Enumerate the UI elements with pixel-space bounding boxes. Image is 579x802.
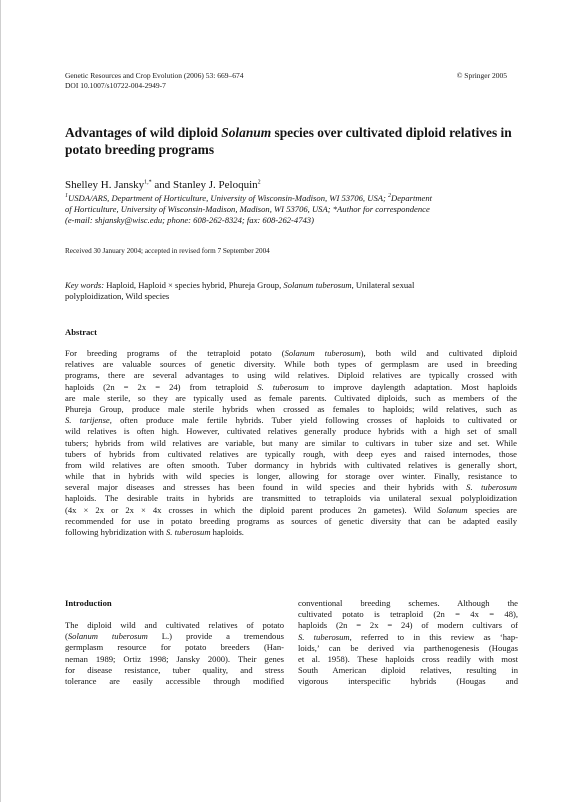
abstract-line: tubers; hybrids from wild relatives are variable, but many are similar to cultivars in tuber size and set. While [65, 437, 517, 448]
intro-left-line: The diploid wild and cultivated relatives of potato [65, 620, 284, 630]
abstract-line: S. tarijense, often produce male fertile hybrids. Tuber yield following crosses of haploids to cultivated or [65, 415, 517, 426]
title-line-2: potato breeding programs [65, 142, 215, 157]
intro-right-line: haploids (2n = 2x = 24) of modern cultivars of [298, 620, 518, 631]
intro-left-line: for disease resistance, tuber quality, and stress [65, 664, 284, 675]
journal-doi: DOI 10.1007/s10722-004-2949-7 [65, 81, 166, 90]
abstract-line: several major diseases and stresses has been found in wild species and their hybrids with S. tuberosum [65, 482, 517, 493]
intro-right-line: loids,’ can be derived via parthenogenesis (Hougas [298, 642, 518, 653]
intro-right-line: et al. 1958). These haploids cross readily with most [298, 653, 518, 664]
intro-right-line: S. tuberosum, referred to in this review as ‘hap- [298, 631, 518, 642]
abstract-line: tubers of hybrids from cultivated relatives are typically rough, with deep eyes and raised internodes, those [65, 448, 517, 459]
affil-line-3: (e-mail: shjansky@wisc.edu; phone: 608-262-8324; fax: 608-262-4743) [65, 215, 314, 225]
journal-citation [65, 71, 244, 91]
abstract-line: (4x × 2x or 2x × 4x crosses in which the diploid parent produces 2n gametes). Wild Solanum species are [65, 504, 517, 515]
abstract-heading: Abstract [65, 327, 97, 337]
author-1-affil: 1, [144, 179, 149, 186]
journal-line-1: Genetic Resources and Crop Evolution (2006) 53: 669–674 [65, 71, 244, 80]
abstract-line: wild relatives is often high. However, cultivated relatives generally produce hybrids with a high set of small [65, 426, 517, 437]
abstract-line: Phureja Group, produce male sterile hybrids when crossed as females to haploids; wild relatives, such as [65, 403, 517, 414]
keywords-line-2: polyploidization, Wild species [65, 291, 170, 302]
title-italic: Solanum [221, 125, 272, 140]
intro-left-line: neman 1989; Ortiz 1998; Jansky 2000). Their genes [65, 653, 284, 664]
intro-right-line: cultivated potato is tetraploid (2n = 4x = 48), [298, 609, 518, 620]
abstract-body [65, 348, 517, 538]
affil-text-1: USDA/ARS, Department of Horticulture, University of Wisconsin-Madison, WI 53706, USA; $^2$Department [68, 193, 433, 203]
abstract-line: haploids (2n = 2x = 24) from tetraploid S. tuberosum to improve daylength adaptation. Most haploids [65, 381, 517, 392]
abstract-line: relatives are valuable sources of genetic diversity. While both types of germplasm are used in breeding [65, 359, 517, 370]
affil-sup-1: 1 [65, 193, 68, 200]
introduction-right-column [298, 598, 518, 688]
keywords-label: Key words: [65, 280, 105, 290]
author-1-star: * [148, 179, 152, 186]
keywords-text-1: Haploid, Haploid × species hybrid, Phureja Group, Solanum tuberosum, Unilateral sexual [104, 280, 415, 290]
intro-left-line: (Solanum tuberosum L.) provide a tremendous [65, 631, 284, 642]
abstract-line: from wild relatives are often smooth. Tuber dormancy in hybrids with cultivated relatives is generally short, [65, 459, 517, 470]
author-list [65, 179, 261, 192]
article-title [65, 124, 515, 158]
abstract-line: while that in hybrids with wild species is longer, allowing for storage over winter. Finally, resistance to [65, 471, 517, 482]
title-part-2: species over cultivated diploid relatives in [271, 125, 512, 140]
intro-left-line: tolerance are easily accessible through modified [65, 675, 284, 686]
title-part-1: Advantages of wild diploid [65, 125, 222, 140]
introduction-heading: Introduction [65, 598, 112, 608]
affil-line-2: of Horticulture, University of Wisconsin-Madison, Madison, WI 53706, USA; *Author for correspondence [65, 204, 430, 214]
publisher-copyright: © Springer 2005 [456, 71, 507, 80]
abstract-line: programs, there are several advantages to using wild relatives. Diploid relatives are typically crossed with [65, 370, 517, 381]
intro-right-line: South American diploid relatives, resulting in [298, 665, 518, 676]
introduction-left-column [65, 620, 284, 687]
affil-line-1 [65, 193, 515, 204]
affil-sup-2: 2 [388, 193, 391, 200]
author-2: and Stanley J. Peloquin [151, 179, 258, 191]
abstract-line: following hybridization with S. tuberosum haploids. [65, 527, 244, 537]
abstract-line: recommended for use in potato breeding programs as sources of genetic diversity that can be adapted easily [65, 515, 517, 526]
author-1: Shelley H. Jansky [65, 179, 145, 191]
abstract-line: haploids. The desirable traits in hybrids are transmitted to tetraploids via unilateral sexual polyploidization [65, 493, 517, 504]
keywords-line-1 [65, 280, 517, 291]
received-dates: Received 30 January 2004; accepted in revised form 7 September 2004 [65, 247, 270, 255]
author-2-affil: 2 [257, 179, 261, 186]
intro-right-line: conventional breeding schemes. Although the [298, 598, 518, 608]
intro-right-line: vigorous interspecific hybrids (Hougas and [298, 676, 518, 687]
abstract-line: are male sterile, so they are typically used as female parents. Cultivated diploids, such as members of the [65, 392, 517, 403]
affiliations [65, 193, 515, 226]
intro-left-line: germplasm resource for potato breeders (Han- [65, 642, 284, 653]
abstract-line: For breeding programs of the tetraploid potato (Solanum tuberosum), both wild and cultivated diploid [65, 348, 517, 358]
keywords [65, 280, 517, 303]
